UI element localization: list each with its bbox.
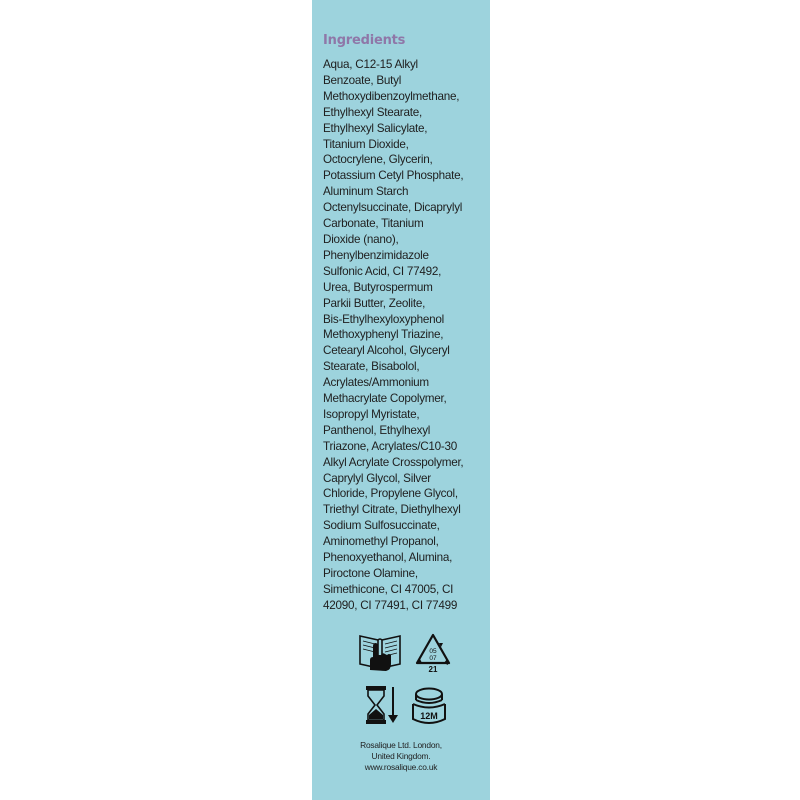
- ingredient-line: Bis-Ethylhexyloxyphenol: [323, 312, 444, 326]
- read-leaflet-icon: [356, 630, 404, 672]
- ingredient-line: Isopropyl Myristate,: [323, 407, 420, 421]
- ingredient-line: Piroctone Olamine,: [323, 567, 418, 580]
- ingredient-line: Methoxydibenzoylmethane,: [323, 89, 460, 103]
- ingredient-line: Dioxide (nano),: [323, 232, 399, 246]
- ingredient-line: Sulfonic Acid, CI 77492,: [323, 264, 442, 278]
- ingredient-line: Aqua, C12-15 Alkyl: [323, 58, 418, 71]
- ingredient-line: Simethicone, CI 47005, CI: [323, 582, 454, 596]
- ingredient-line: Alkyl Acrylate Crosspolymer,: [323, 455, 464, 469]
- ingredient-line: Panthenol, Ethylhexyl: [323, 423, 431, 437]
- ingredient-line: Cetearyl Alcohol, Glyceryl: [323, 344, 450, 358]
- ingredient-line: Phenylbenzimidazole: [323, 248, 429, 262]
- ingredient-line: Methoxyphenyl Triazine,: [323, 328, 444, 342]
- ingredients-list: [323, 57, 491, 614]
- ingredient-line: Aluminum Starch: [323, 185, 409, 199]
- ingredient-line: 42090, CI 77491, CI 77499: [323, 598, 458, 612]
- ingredient-line: Urea, Butyrospermum: [323, 280, 433, 294]
- ingredient-line: Triazone, Acrylates/C10-30: [323, 439, 458, 453]
- recycle-code-bottom: 21: [428, 665, 438, 674]
- ingredient-line: Potassium Cetyl Phosphate,: [323, 169, 464, 183]
- ingredient-line: Triethyl Citrate, Diethylhexyl: [323, 503, 461, 517]
- ingredient-line: Phenoxyethanol, Alumina,: [323, 551, 453, 565]
- recycle-code-mid: 07: [429, 655, 437, 662]
- ingredient-line: Octenylsuccinate, Dicaprylyl: [323, 201, 463, 215]
- ingredient-line: Sodium Sulfosuccinate,: [323, 519, 440, 533]
- ingredient-line: Parkii Butter, Zeolite,: [323, 296, 426, 310]
- ingredient-line: Ethylhexyl Stearate,: [323, 105, 422, 119]
- ingredient-line: Aminomethyl Propanol,: [323, 535, 439, 549]
- company-website-line: www.rosalique.co.uk: [364, 762, 438, 772]
- recycle-code-top: 05: [429, 648, 437, 655]
- period-after-opening-icon: [407, 685, 451, 727]
- ingredient-line: Ethylhexyl Salicylate,: [323, 121, 428, 135]
- ingredient-line: Stearate, Bisabolol,: [323, 360, 420, 374]
- ingredient-line: Methacrylate Copolymer,: [323, 392, 447, 406]
- ingredient-line: Carbonate, Titanium: [323, 217, 424, 231]
- ingredients-heading: Ingredients: [323, 33, 406, 48]
- pao-text: 12M: [420, 711, 438, 721]
- recycling-symbol-icon: [413, 632, 453, 674]
- ingredient-line: Titanium Dioxide,: [323, 137, 409, 151]
- company-country-line: United Kingdom.: [371, 751, 431, 761]
- ingredient-line: Caprylyl Glycol, Silver: [323, 471, 431, 485]
- company-info: [312, 740, 490, 773]
- packaging-label-panel: [312, 0, 490, 800]
- company-name-line: Rosalique Ltd. London,: [360, 740, 442, 750]
- ingredient-line: Benzoate, Butyl: [323, 73, 402, 87]
- ingredient-line: Octocrylene, Glycerin,: [323, 153, 433, 167]
- ingredient-line: Chloride, Propylene Glycol,: [323, 487, 458, 501]
- ingredient-line: Acrylates/Ammonium: [323, 376, 429, 390]
- hourglass-expiry-icon: [364, 684, 402, 726]
